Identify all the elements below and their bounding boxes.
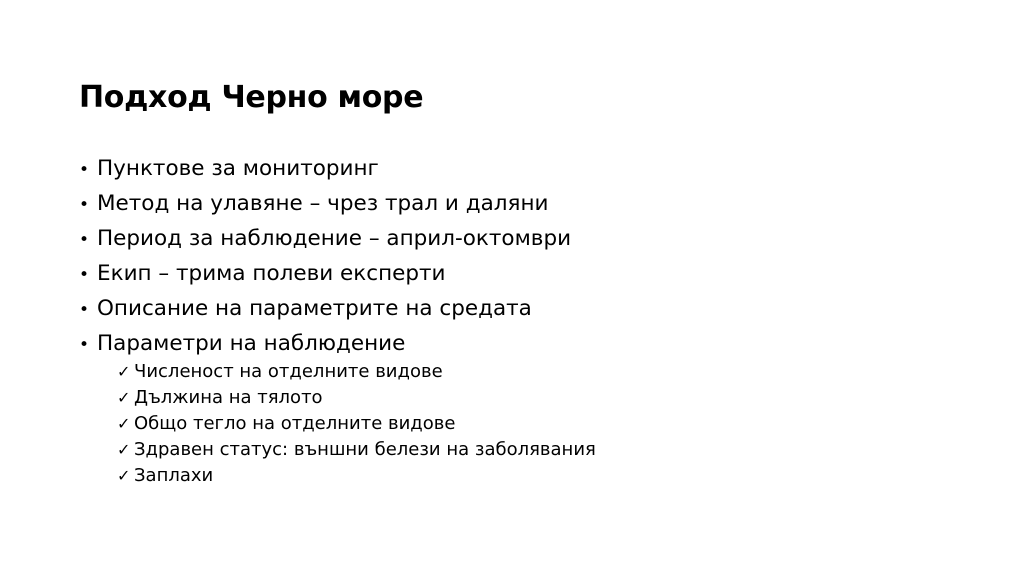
checkmark-icon: ✓ [117, 466, 131, 485]
checkmark-icon: ✓ [117, 362, 131, 381]
bullet-text: Описание на параметрите на средата [97, 296, 532, 321]
bullet-item [79, 326, 571, 361]
checkmark-icon: ✓ [117, 440, 131, 459]
bullet-icon: • [79, 160, 90, 180]
bullet-item [79, 291, 571, 326]
sub-bullet-item [117, 437, 596, 463]
sub-bullet-item [117, 463, 596, 489]
bullet-icon: • [79, 300, 90, 320]
sub-bullet-text: Здравен статус: външни белези на заболявания [134, 439, 596, 460]
slide-title: Подход Черно море [79, 80, 424, 115]
sub-bullet-list [117, 359, 596, 489]
sub-bullet-text: Численост на отделните видове [134, 361, 443, 382]
bullet-item [79, 186, 571, 221]
bullet-icon: • [79, 265, 90, 285]
bullet-item [79, 221, 571, 256]
bullet-icon: • [79, 195, 90, 215]
bullet-icon: • [79, 230, 90, 250]
checkmark-icon: ✓ [117, 414, 131, 433]
bullet-item [79, 256, 571, 291]
bullet-text: Параметри на наблюдение [97, 331, 406, 356]
sub-bullet-text: Общо тегло на отделните видове [134, 413, 456, 434]
checkmark-icon: ✓ [117, 388, 131, 407]
bullet-list [79, 151, 571, 361]
bullet-text: Метод на улавяне – чрез трал и даляни [97, 191, 549, 216]
bullet-text: Екип – трима полеви експерти [97, 261, 446, 286]
sub-bullet-item [117, 411, 596, 437]
sub-bullet-text: Заплахи [134, 465, 214, 486]
bullet-text: Период за наблюдение – април-октомври [97, 226, 572, 251]
bullet-icon: • [79, 335, 90, 355]
sub-bullet-item [117, 359, 596, 385]
bullet-item [79, 151, 571, 186]
sub-bullet-item [117, 385, 596, 411]
sub-bullet-text: Дължина на тялото [134, 387, 323, 408]
bullet-text: Пунктове за мониторинг [97, 156, 379, 181]
